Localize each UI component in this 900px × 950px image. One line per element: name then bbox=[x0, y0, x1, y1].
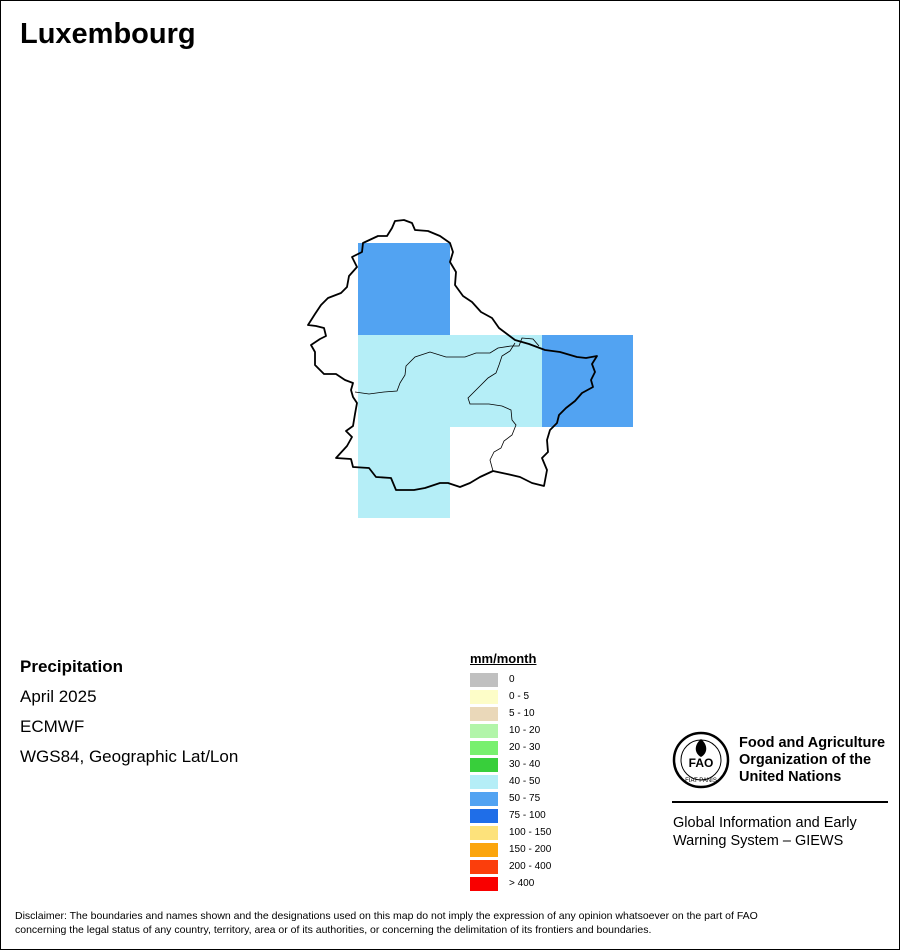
disclaimer bbox=[15, 909, 885, 937]
legend-swatch bbox=[470, 843, 498, 857]
legend-swatch bbox=[470, 860, 498, 874]
org-name-line: Food and Agriculture bbox=[739, 735, 886, 751]
legend-swatch bbox=[470, 741, 498, 755]
fao-logo-text: FAO bbox=[688, 756, 714, 770]
legend-item bbox=[470, 756, 551, 773]
legend-label: > 400 bbox=[509, 878, 535, 889]
source-label: ECMWF bbox=[20, 717, 85, 736]
legend-item bbox=[470, 858, 551, 875]
legend-label: 0 - 5 bbox=[509, 691, 530, 702]
map-info bbox=[20, 657, 238, 777]
legend-swatch bbox=[470, 707, 498, 721]
legend-label: 100 - 150 bbox=[509, 827, 552, 838]
disclaimer-line: Disclaimer: The boundaries and names shown and the designations used on this map do not imply the expression of any opinion whatsoever on the part of FAO bbox=[15, 910, 758, 922]
legend-label: 50 - 75 bbox=[509, 793, 541, 804]
divider bbox=[672, 801, 888, 803]
legend-swatch bbox=[470, 673, 498, 687]
org-name-line: Organization of the bbox=[739, 752, 872, 768]
legend-label: 0 bbox=[509, 674, 515, 685]
legend-label: 30 - 40 bbox=[509, 759, 541, 770]
legend-item bbox=[470, 790, 551, 807]
legend-swatch bbox=[470, 724, 498, 738]
legend-swatch bbox=[470, 775, 498, 789]
legend-item bbox=[470, 722, 551, 739]
legend-item bbox=[470, 671, 551, 688]
org-name-line: United Nations bbox=[739, 769, 842, 785]
map-title: Luxembourg bbox=[20, 18, 196, 50]
legend-item bbox=[470, 773, 551, 790]
org-name bbox=[739, 735, 885, 786]
legend-label: 200 - 400 bbox=[509, 861, 552, 872]
legend-swatch bbox=[470, 792, 498, 806]
system-name-line: Warning System – GIEWS bbox=[673, 833, 844, 849]
variable-label: Precipitation bbox=[20, 657, 123, 676]
legend-label: 10 - 20 bbox=[509, 725, 541, 736]
period-label: April 2025 bbox=[20, 687, 97, 706]
legend-swatch bbox=[470, 826, 498, 840]
projection-label: WGS84, Geographic Lat/Lon bbox=[20, 747, 239, 766]
legend-label: 150 - 200 bbox=[509, 844, 552, 855]
legend-item bbox=[470, 824, 551, 841]
grid-cell-north bbox=[358, 243, 450, 335]
fao-logo-motto: FIAT PANIS bbox=[685, 778, 717, 784]
legend-label: 75 - 100 bbox=[509, 810, 546, 821]
legend-swatch bbox=[470, 758, 498, 772]
legend bbox=[470, 651, 551, 892]
fao-logo-icon bbox=[672, 731, 730, 789]
legend-item bbox=[470, 705, 551, 722]
system-name bbox=[673, 814, 857, 850]
legend-swatch bbox=[470, 809, 498, 823]
legend-label: 20 - 30 bbox=[509, 742, 541, 753]
legend-title: mm/month bbox=[470, 651, 537, 666]
legend-swatch bbox=[470, 690, 498, 704]
legend-label: 40 - 50 bbox=[509, 776, 541, 787]
legend-item bbox=[470, 875, 551, 892]
legend-item bbox=[470, 688, 551, 705]
system-name-line: Global Information and Early bbox=[673, 815, 857, 831]
grid-cell-central bbox=[358, 335, 542, 427]
legend-swatch bbox=[470, 877, 498, 891]
legend-item bbox=[470, 739, 551, 756]
disclaimer-line: concerning the legal status of any country, territory, area or of its authorities, or concerning the delimitation of its frontiers and boundaries. bbox=[15, 924, 652, 936]
legend-item bbox=[470, 841, 551, 858]
legend-label: 5 - 10 bbox=[509, 708, 535, 719]
legend-item bbox=[470, 807, 551, 824]
grid-cell-east bbox=[542, 335, 633, 427]
